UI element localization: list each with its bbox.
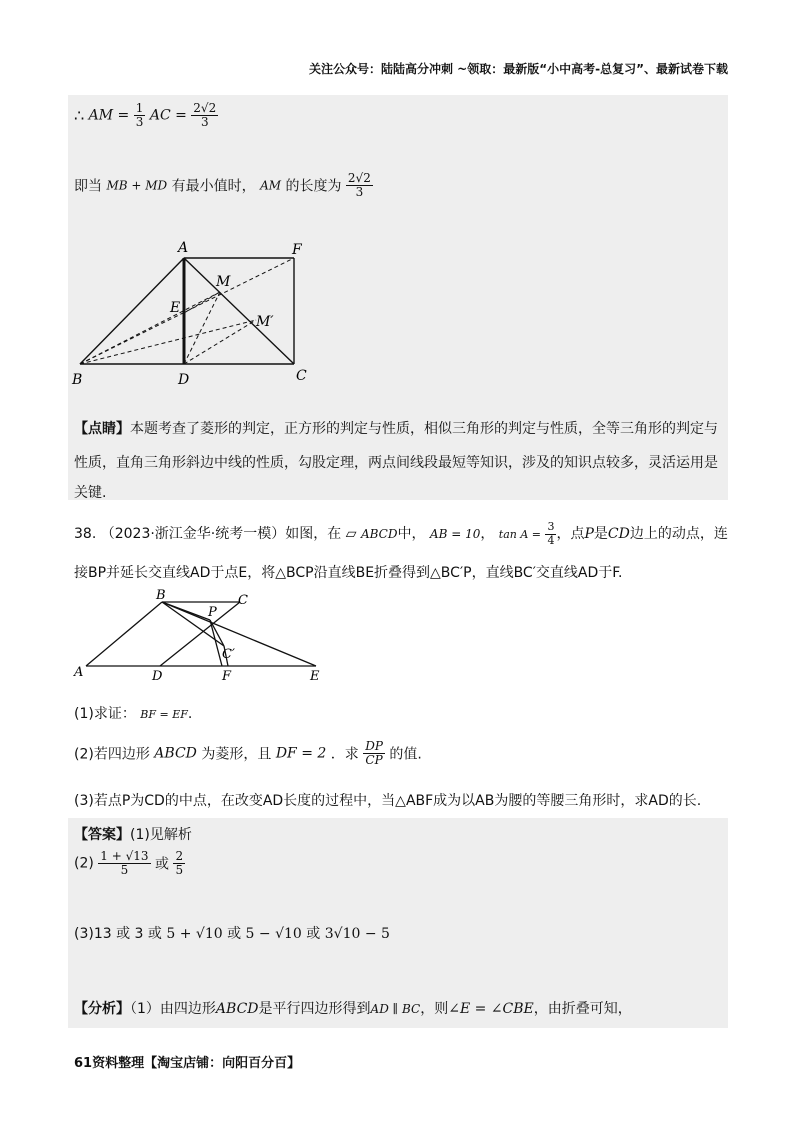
figure-parallelogram-fold <box>70 588 340 684</box>
problem-number: 38. <box>74 526 97 542</box>
problem-38-line-1: 38. （2023·浙江金华·统考一模）如图，在 ▱ ABCD中， AB = 10， tan A = $\frac{3}{4}$ ，点P是CD边上的动点，连 <box>74 520 728 547</box>
label-F: F <box>292 242 302 258</box>
answer-value-2: 5 − √10 <box>245 926 302 942</box>
label2-A: A <box>74 665 84 680</box>
answer-fraction: $\frac{2√2}{3}$ <box>347 171 371 200</box>
am-symbol: AM <box>260 178 282 193</box>
fraction-one-third: $\frac{1}{3}$ <box>135 101 144 130</box>
answer-value-3: 3√10 − 5 <box>324 926 390 942</box>
comment-tag: 【点睛】 <box>74 421 130 437</box>
tan-fraction: $\frac{3}{4}$ <box>547 520 555 547</box>
label2-D: D <box>152 669 163 684</box>
comment-line-3: 关键. <box>74 485 107 501</box>
parallelogram-symbol: ▱ <box>345 526 357 542</box>
label-E: E <box>170 300 181 316</box>
part-1: (1)求证： BF = EF. <box>74 706 193 722</box>
min-value-statement: 即当 MB + MD 有最小值时， AM 的长度为 $\frac{2√2}{3}$ <box>74 171 371 200</box>
header-banner: 关注公众号：陆陆高分冲刺 ~领取：最新版“小中高考-总复习”、最新试卷下载 <box>309 62 728 76</box>
footer: 61资料整理【淘宝店铺：向阳百分百】 <box>74 1056 301 1071</box>
label-B: B <box>72 372 83 388</box>
answer-line-1: 【答案】(1)见解析 <box>74 827 192 843</box>
label2-B: B <box>156 588 166 603</box>
label-D: D <box>178 372 190 388</box>
dp-cp-fraction: $\frac{DP}{CP}$ <box>365 739 383 768</box>
figure-square-rectangle <box>70 238 330 388</box>
answer-tag: 【答案】 <box>74 827 130 843</box>
answer-value-1: 5 + √10 <box>166 926 223 942</box>
label-C: C <box>296 368 307 384</box>
part-3: (3)若点P为CD的中点，在改变AD长度的过程中，当△ABF成为以AB为腰的等腰三角形时，求AD的长. <box>74 793 702 809</box>
answer-line-3: (3)13 或 3 或 5 + √10 或 5 − √10 或 3√10 − 5 <box>74 926 390 942</box>
part-2: (2)若四边形 ABCD 为菱形，且 DF = 2 ．求 $\frac{DP}{CP}$ 的值. <box>74 739 422 768</box>
answer-line-2: (2) $\frac{1 + √13}{5}$ 或 $\frac{2}{5}$ <box>74 849 184 878</box>
mb-plus-md: MB + MD <box>106 178 168 193</box>
label2-E: E <box>310 669 320 684</box>
label-A: A <box>178 240 189 256</box>
label2-C: C <box>238 593 248 608</box>
label2-P: P <box>208 605 217 620</box>
answer-fraction-2: $\frac{2}{5}$ <box>175 849 184 878</box>
problem-38-line-2: 接BP并延长交直线AD于点E，将△BCP沿直线BE折叠得到△BC′P，直线BC′交直线AD于F. <box>74 565 623 581</box>
comment-line-2: 性质，直角三角形斜边中线的性质，勾股定理，两点间线段最短等知识，涉及的知识点较多，灵活运用是 <box>74 455 718 471</box>
label-M-prime: M′ <box>256 314 274 330</box>
label-M: M <box>216 274 231 290</box>
analysis-tag: 【分析】 <box>74 1001 130 1017</box>
therefore-symbol: ∴ <box>74 106 85 126</box>
eq-lhs: AM = <box>88 107 130 124</box>
analysis-line: 【分析】（1）由四边形ABCD是平行四边形得到AD ∥ BC，则∠E = ∠CBE，由折叠可知， <box>74 1001 632 1017</box>
label2-F: F <box>222 669 232 684</box>
fraction-two-root-two-third: $\frac{2√2}{3}$ <box>193 101 217 130</box>
answer-fraction-1: $\frac{1 + √13}{5}$ <box>100 849 149 878</box>
conclusion-equation <box>74 102 218 129</box>
eq-mid: AC = <box>149 107 187 124</box>
label2-C-prime: C′ <box>222 647 235 662</box>
problem-source: （2023·浙江金华·统考一模） <box>100 526 286 542</box>
comment-line-1: 【点睛】本题考查了菱形的判定，正方形的判定与性质，相似三角形的判定与性质，全等三角形的判定与 <box>74 421 718 437</box>
